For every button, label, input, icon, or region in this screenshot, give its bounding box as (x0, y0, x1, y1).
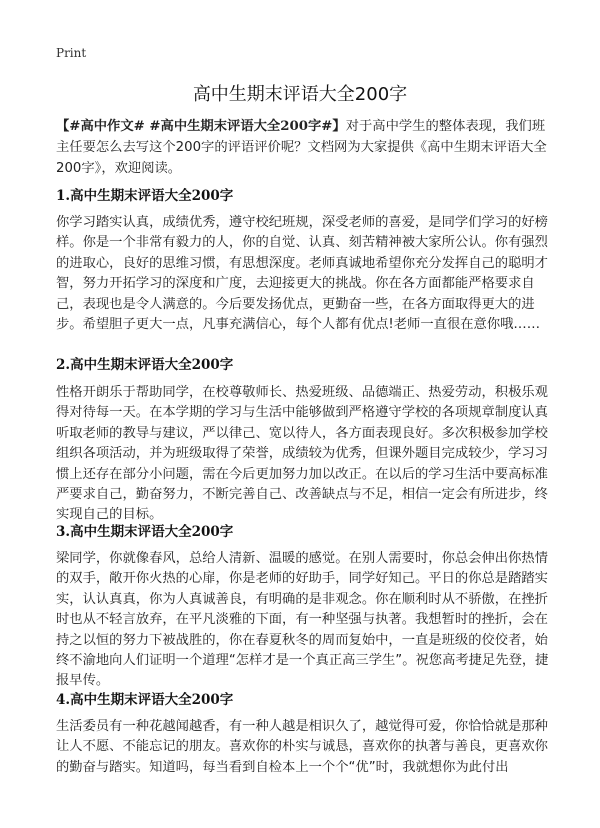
section-heading: 2.高中生期末评语大全200字 (56, 357, 234, 373)
print-link[interactable]: Print (56, 46, 87, 60)
section-body: 性格开朗乐于帮助同学，在校尊敬师长、热爱班级、品德端正、热爱劳动，积极乐观得对待每一天。在本学期的学习与生活中能够做到严格遵守学校的各项规章制度认真听取老师的教导与建议，严以律己、宽以待人，各方面表现良好。多次积极参加学校组织各项活动，并为班级取得了荣誉，成绩较为优秀，但课外题目完成较少，学习习惯上还存在部分小问题，需在今后更加努力加以改正。在以后的学习生活中要高标准严要求自己，勤奋努力，不断完善自己、改善缺点与不足，相信一定会有所进步，终实现自己的目标。 (56, 385, 548, 523)
section-body: 生活委员有一种花越闻越香，有一种人越是相识久了，越觉得可爱，你恰恰就是那种让人不愿、不能忘记的朋友。喜欢你的朴实与诚恳，喜欢你的执著与善良，更喜欢你的勤奋与踏实。知道吗，每当看到自检本上一个个“优”时，我就想你为此付出 (56, 719, 548, 775)
intro-paragraph (56, 116, 558, 179)
section-heading: 4.高中生期末评语大全200字 (56, 692, 234, 708)
intro-tags: 【#高中作文# #高中生期末评语大全200字#】 (56, 119, 346, 134)
section-heading: 3.高中生期末评语大全200字 (56, 524, 234, 540)
section-heading: 1.高中生期末评语大全200字 (56, 188, 234, 204)
section-body: 你学习踏实认真，成绩优秀，遵守校纪班规，深受老师的喜爱，是同学们学习的好榜样。你是一个非常有毅力的人，你的自觉、认真、刻苦精神被大家所公认。你有强烈的进取心，良好的思维习惯，有思想深度。老师真诚地希望你充分发挥自己的聪明才智，努力开拓学习的深度和广度，去迎接更大的挑战。你在各方面都能严格要求自己，表现也是令人满意的。今后要发扬优点，更勤奋一些，在各方面取得更大的进步。希望胆子更大一点，凡事充满信心，每个人都有优点!老师一直很在意你哦…… (56, 215, 548, 333)
intro-text: 对于高中学生的整体表现，我们班主任要怎么去写这个200字的评语评价呢？文档网为大家提供《高中生期末评语大全200字》，欢迎阅读。 (56, 119, 547, 176)
document-title: 高中生期末评语大全200字 (192, 84, 408, 105)
section-body: 梁同学，你就像春风，总给人清新、温暖的感觉。在别人需要时，你总会伸出你热情的双手，敞开你火热的心扉，你是老师的好助手，同学好知己。平日的你总是踏踏实实，认认真真，你为人真诚善良，有明确的是非观念。你在顺利时从不骄傲，在挫折时也从不轻言放弃，在平凡淡雅的下面，有一种坚强与执著。我想暂时的挫折，会在持之以恒的努力下被战胜的，你在春夏秋冬的周而复始中，一直是班级的佼佼者，始终不渝地向人们证明一个道理“怎样才是一个真正高三学生”。祝您高考捷足先登，捷报早传。 (56, 551, 549, 689)
